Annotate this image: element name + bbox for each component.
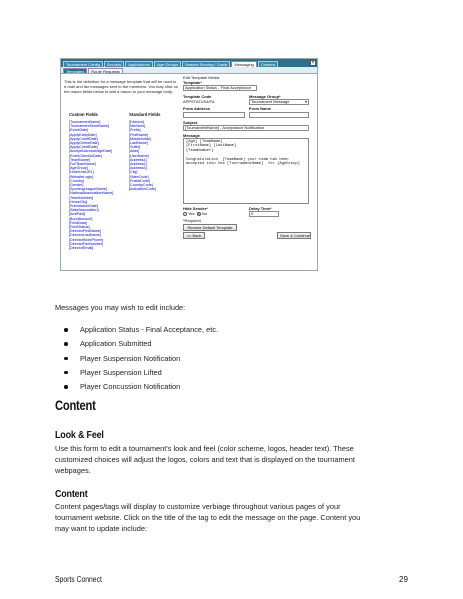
custom-field-macro[interactable]: [TournamentName]	[69, 120, 101, 124]
custom-field-macro[interactable]: [DirectorFaxNumber]	[69, 241, 104, 246]
content-line-2: tournament website. Click on the title of the tag to edit the message on the page. Content you	[55, 513, 361, 522]
chevron-down-icon: ▾	[304, 99, 307, 104]
standard-field-macro[interactable]: [Suffix]	[129, 145, 141, 150]
tab-tournament-config[interactable]: Tournament Config	[63, 61, 103, 67]
custom-field-macro[interactable]: [ApplyCutoffDate]	[69, 145, 98, 150]
standard-field-macro[interactable]: [Address3]	[129, 166, 147, 171]
tab-content[interactable]: Content	[258, 61, 278, 67]
custom-fields-heading: Custom Fields	[69, 112, 98, 117]
delay-time-label: Delay Time*	[249, 206, 272, 211]
required-note: *Required	[183, 218, 201, 223]
page-number: 29	[399, 575, 408, 584]
no-label: No	[202, 211, 208, 216]
save-continue-button[interactable]: Save & Continue	[277, 232, 311, 239]
custom-field-macro[interactable]: [ApplyCutoffDate]	[69, 136, 98, 141]
standard-field-macro[interactable]: [Address2]	[129, 162, 147, 167]
content-line-1: Content pages/tags will display to customize verbiage throughout various pages of your	[55, 502, 341, 511]
message-label: Message	[183, 133, 200, 138]
custom-field-macro[interactable]: [HotelLinkURL]	[69, 170, 94, 175]
look-feel-line-3: webpages.	[55, 466, 91, 475]
custom-field-macro[interactable]: [Country]	[69, 178, 84, 183]
custom-field-macro[interactable]: [SubmissionDate]	[69, 204, 98, 209]
radio-icon	[183, 212, 187, 216]
standard-fields-list	[129, 120, 156, 191]
footer-brand: Sports Connect	[55, 575, 102, 584]
look-feel-line-1: Use this form to edit a tournament's look and feel (color scheme, logos, header text). These	[55, 444, 354, 453]
message-group-label: Message Group*	[249, 94, 281, 99]
delay-time-field[interactable]: 0	[249, 211, 279, 217]
back-button[interactable]: << Back	[183, 232, 205, 239]
intro-text: This is the definition for a message template that will be used in e-mail and fax messages sent to the members. You may click on the macro fields below to add a macro to your message body.	[64, 79, 179, 94]
custom-field-macro[interactable]: [FieldStatus]	[69, 225, 90, 230]
from-name-label: From Name	[249, 106, 272, 111]
custom-field-macro[interactable]: [Gender]	[69, 183, 84, 188]
custom-field-macro[interactable]: [HomeCity]	[69, 199, 88, 204]
custom-field-macro[interactable]: [NationalAssociationName]	[69, 191, 114, 196]
main-tab-bar	[61, 59, 317, 67]
standard-field-macro[interactable]: [MiddleInitial]	[129, 136, 151, 141]
standard-fields-heading: Standard Fields	[129, 112, 161, 117]
message-group-value: Tournament Message	[251, 99, 290, 104]
form-title: Edit Template Media	[183, 75, 220, 80]
custom-field-macro[interactable]: [EventDate]	[69, 128, 89, 133]
standard-field-macro[interactable]: [Division]	[129, 120, 144, 124]
bullet-item: Player Concussion Notification	[64, 380, 218, 394]
template-code-value: APPSTATUS4/FA	[183, 99, 215, 104]
standard-field-macro[interactable]: [Alias]	[129, 149, 140, 154]
custom-field-macro[interactable]: [FieldData]	[69, 220, 87, 225]
content-line-3: may want to update include:	[55, 524, 148, 533]
messages-intro: Messages you may wish to edit include:	[55, 303, 186, 312]
custom-field-macro[interactable]: [SportingLeagueName]	[69, 187, 107, 192]
look-feel-line-2: customized choices will adjust the logos, colors and text that is displayed on the tournament	[55, 455, 355, 464]
tab-security[interactable]: Security	[104, 61, 124, 67]
messages-bullet-list	[64, 323, 218, 394]
from-name-field[interactable]	[249, 112, 309, 118]
subtab-route-requests[interactable]: Route Requests	[88, 68, 123, 73]
standard-field-macro[interactable]: [CountryCode]	[129, 183, 153, 188]
standard-field-macro[interactable]: [UserName]	[129, 153, 149, 158]
custom-fields-list	[69, 120, 113, 250]
tab-age-groups[interactable]: Age Groups	[154, 61, 181, 67]
subtab-templates[interactable]: Templates	[63, 68, 87, 73]
standard-field-macro[interactable]: [City]	[129, 170, 138, 175]
message-group-select[interactable]	[249, 99, 309, 105]
custom-field-macro[interactable]: [AgeGroup]	[69, 166, 88, 171]
content-subheading: Content	[55, 488, 88, 500]
bullet-item: Application Submitted	[64, 337, 218, 351]
template-code-label: Template Code	[183, 94, 212, 99]
close-icon[interactable]: ×	[311, 60, 315, 66]
custom-field-macro[interactable]: [TournamentShortName]	[69, 124, 110, 129]
standard-field-macro[interactable]: [Address1]	[129, 157, 147, 162]
content-heading: Content	[55, 397, 96, 413]
custom-field-macro[interactable]: [DirectorWorkPhone]	[69, 237, 104, 242]
standard-field-macro[interactable]: [PostalCode]	[129, 178, 151, 183]
subject-field[interactable]: [TournamentName] - Acceptance Notification	[183, 125, 309, 131]
template-label: Template*	[183, 80, 202, 85]
custom-field-macro[interactable]: [ApplyOnlineDate]	[69, 141, 99, 146]
tab-messaging[interactable]: Messaging	[231, 61, 256, 67]
custom-field-macro[interactable]: [AmtPaid]	[69, 212, 85, 217]
standard-field-macro[interactable]: [FirstName]	[129, 132, 149, 137]
bullet-item: Player Suspension Notification	[64, 352, 218, 366]
custom-field-macro[interactable]: [TeamName]	[69, 157, 90, 162]
yes-label: Yes	[188, 211, 195, 216]
hide-sender-no[interactable]	[197, 211, 207, 216]
radio-selected-icon	[197, 212, 201, 216]
from-address-label: From Address	[183, 106, 210, 111]
bullet-item: Application Status - Final Acceptance, etc.	[64, 323, 218, 337]
custom-field-macro[interactable]: [StateAssociation]	[69, 208, 99, 213]
custom-field-macro[interactable]: [TeamNumber]	[69, 195, 94, 200]
template-field[interactable]: Application Status - Final Acceptance	[183, 85, 257, 91]
tab-applications[interactable]: Applications	[125, 61, 153, 67]
hide-sender-label: Hide Sender*	[183, 206, 208, 211]
custom-field-macro[interactable]: [ApplyEarlyDate]	[69, 132, 97, 137]
custom-field-macro[interactable]: [EventCheckInDate]	[69, 153, 102, 158]
custom-field-macro[interactable]: [FullTeamName]	[69, 162, 96, 167]
hide-sender-yes[interactable]	[183, 211, 195, 216]
standard-field-macro[interactable]: [StateCode]	[129, 174, 149, 179]
tab-bracket-scoring[interactable]: Bracket Scoring / Cards	[182, 61, 230, 67]
look-feel-heading: Look & Feel	[55, 429, 104, 441]
custom-field-macro[interactable]: [DirectorFirstName]	[69, 229, 101, 234]
custom-field-macro[interactable]: [AcceptAcknowledgeDate]	[69, 149, 113, 154]
custom-field-macro[interactable]: [WebsiteLogin]	[69, 174, 94, 179]
bullet-item: Player Suspension Lifted	[64, 366, 218, 380]
standard-field-macro[interactable]: [LastName]	[129, 141, 148, 146]
custom-field-macro[interactable]: [BondAmount]	[69, 216, 93, 221]
standard-field-macro[interactable]: [ActivationCode]	[129, 187, 156, 192]
from-address-field[interactable]	[183, 112, 245, 118]
subject-label: Subject	[183, 120, 198, 125]
standard-field-macro[interactable]: [MbrNum]	[129, 124, 146, 129]
embedded-screenshot	[60, 58, 318, 271]
message-body-textarea[interactable]: [Age] [TeamName] [FirstName] [LastName] [TeamNumber] Congratulation [TeamName] your team has been accepted into the [TournamentName] for [AgeGroup]	[183, 138, 309, 204]
restore-default-button[interactable]: Restore Default Template	[183, 224, 237, 231]
sub-tab-bar	[61, 67, 317, 74]
standard-field-macro[interactable]: [Prefix]	[129, 128, 141, 133]
custom-field-macro[interactable]: [DirectorLastName]	[69, 233, 101, 238]
custom-field-macro[interactable]: [DirectorEmail]	[69, 246, 94, 251]
